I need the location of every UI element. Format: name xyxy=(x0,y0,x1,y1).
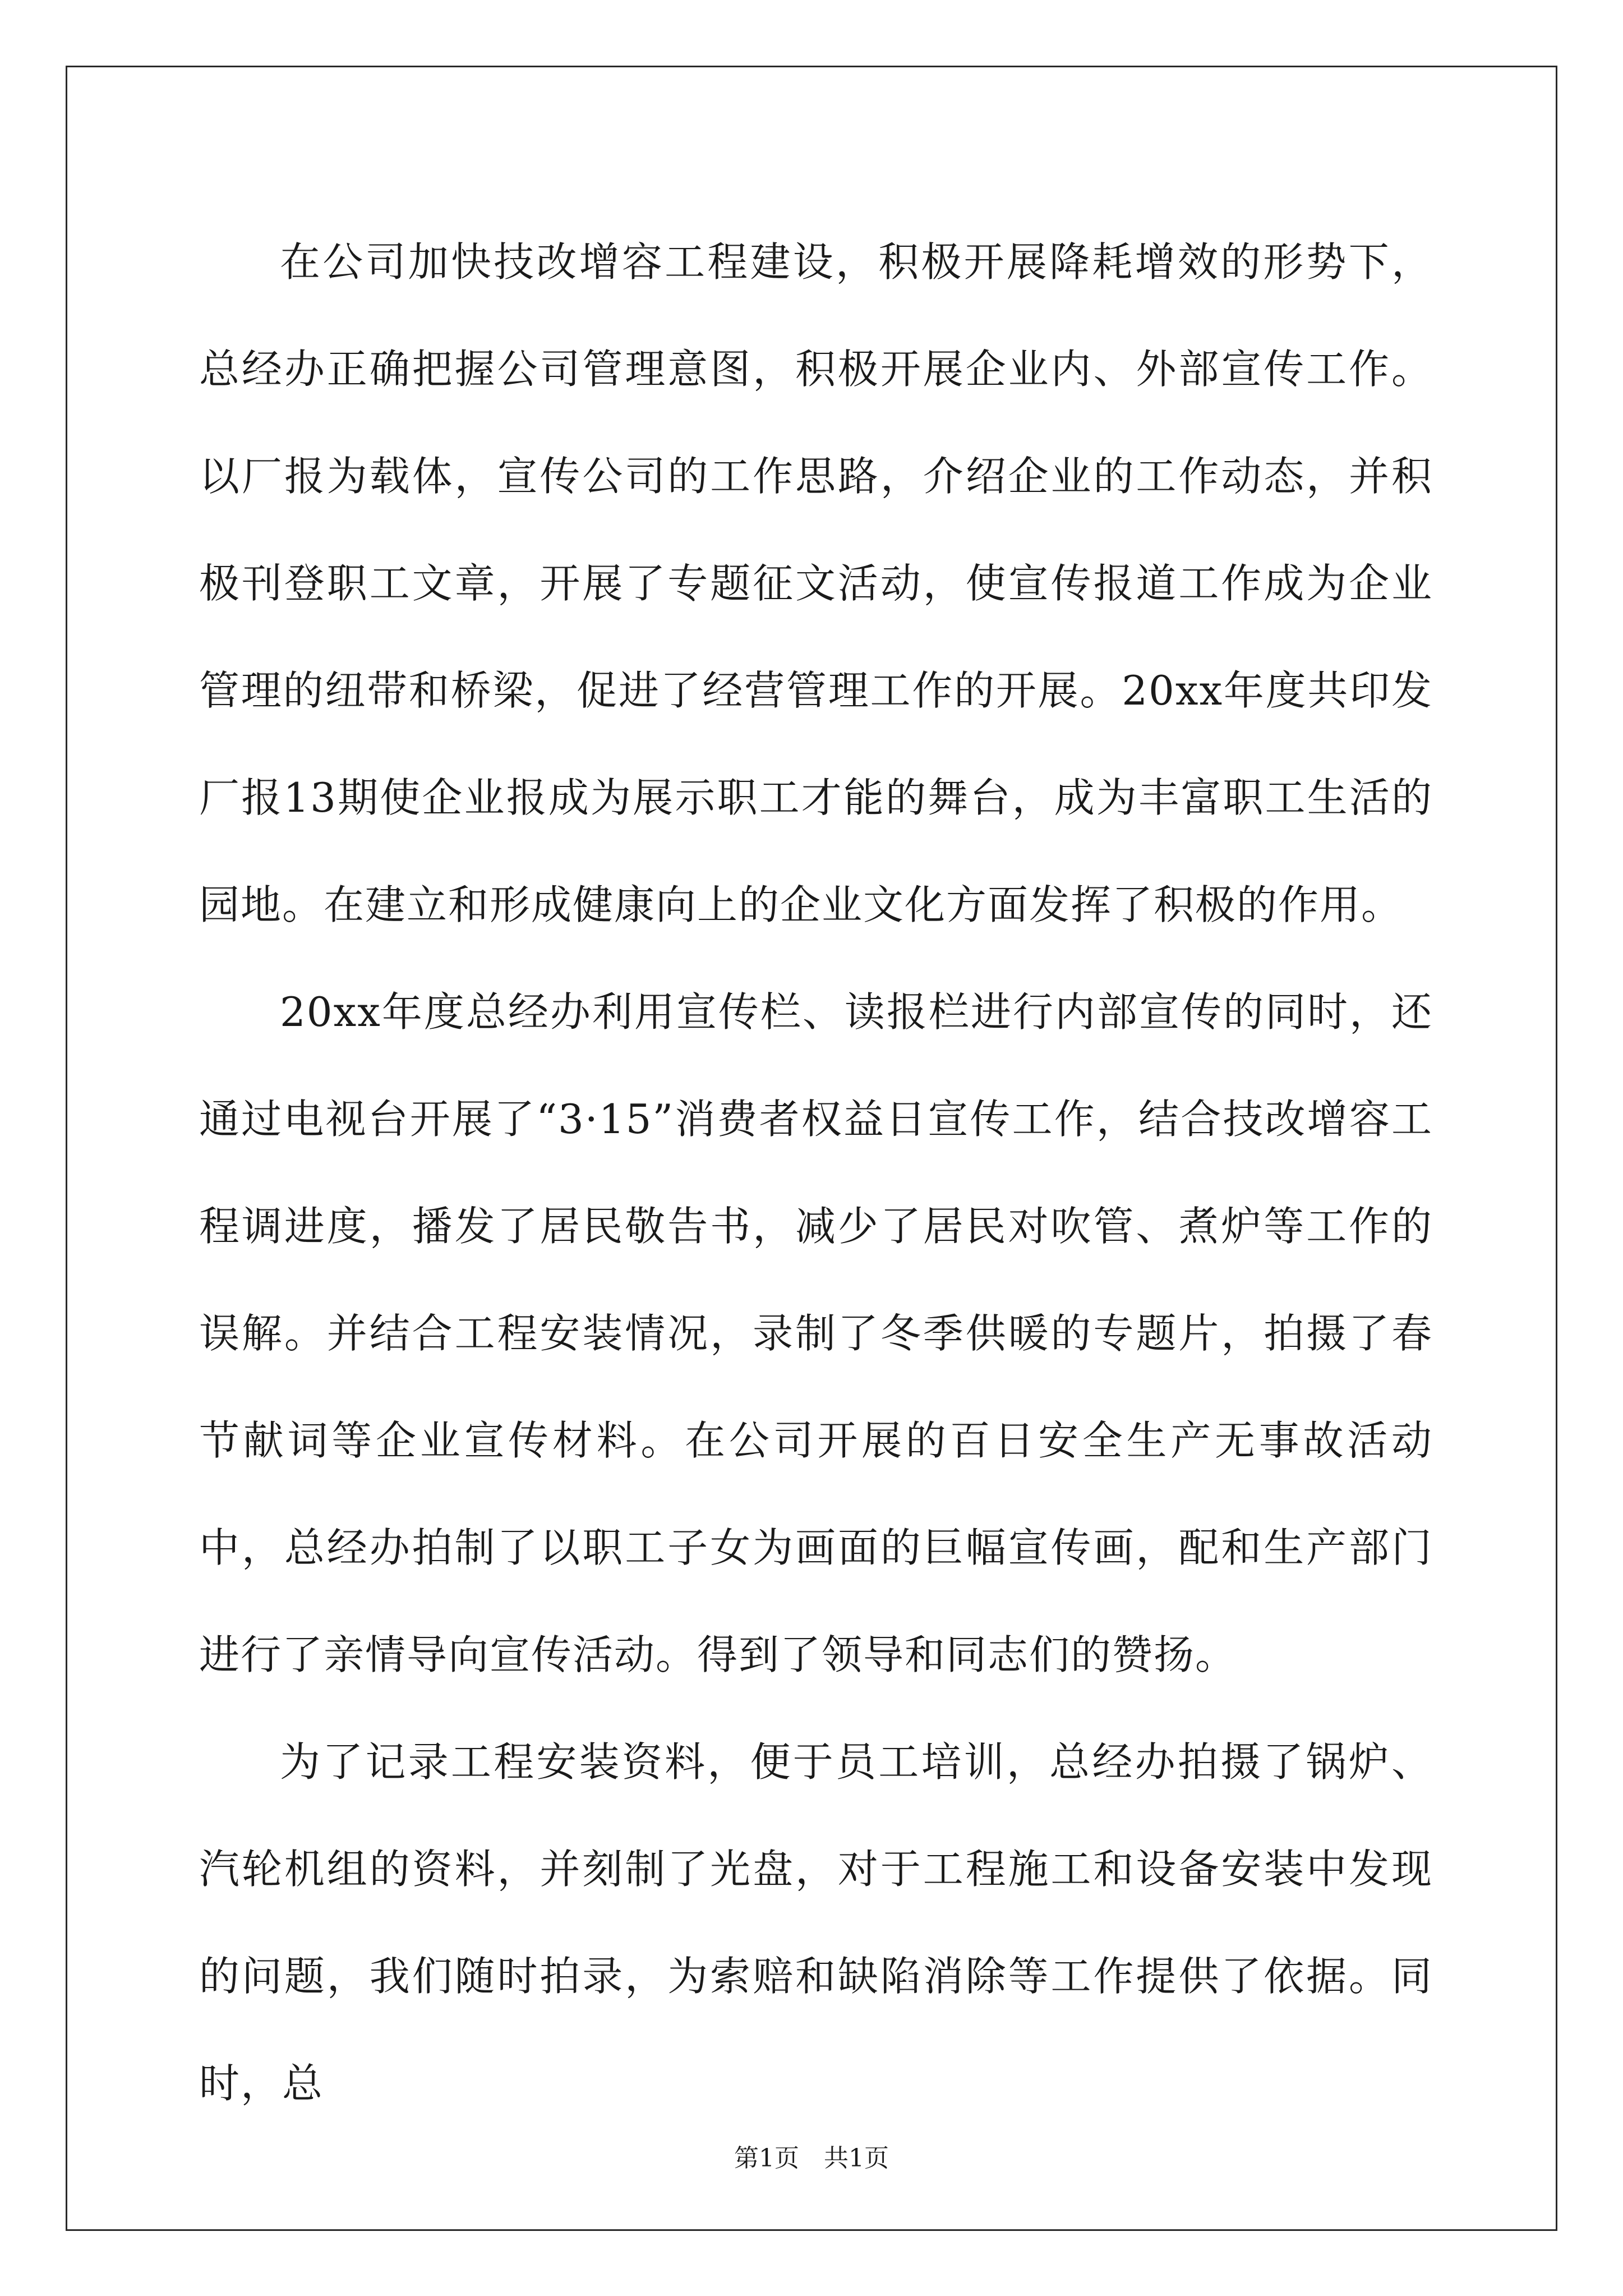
paragraph-1: 在公司加快技改增容工程建设，积极开展降耗增效的形势下，总经办正确把握公司管理意图，积极开展企业内、外部宣传工作。以厂报为载体，宣传公司的工作思路，介绍企业的工作动态，并积极刊登职工文章，开展了专题征文活动，使宣传报道工作成为企业管理的纽带和桥梁，促进了经营管理工作的开展。20xx年度共印发厂报13期使企业报成为展示职工才能的舞台，成为丰富职工生活的园地。在建立和形成健康向上的企业文化方面发挥了积极的作用。 xyxy=(199,238,1433,928)
document-body xyxy=(199,209,1433,2137)
paragraph-3: 为了记录工程安装资料，便于员工培训，总经办拍摄了锅炉、汽轮机组的资料，并刻制了光盘，对于工程施工和设备安装中发现的问题，我们随时拍录，为索赔和缺陷消除等工作提供了依据。同时，总 xyxy=(199,1738,1433,2107)
page-number: 第1页 共1页 xyxy=(734,2144,889,2173)
paragraph-2: 20xx年度总经办利用宣传栏、读报栏进行内部宣传的同时，还通过电视台开展了“3·15”消费者权益日宣传工作，结合技改增容工程调进度，播发了居民敬告书，减少了居民对吹管、煮炉等工作的误解。并结合工程安装情况，录制了冬季供暖的专题片，拍摄了春节献词等企业宣传材料。在公司开展的百日安全生产无事故活动中，总经办拍制了以职工子女为画面的巨幅宣传画，配和生产部门进行了亲情导向宣传活动。得到了领导和同志们的赞扬。 xyxy=(199,988,1433,1678)
